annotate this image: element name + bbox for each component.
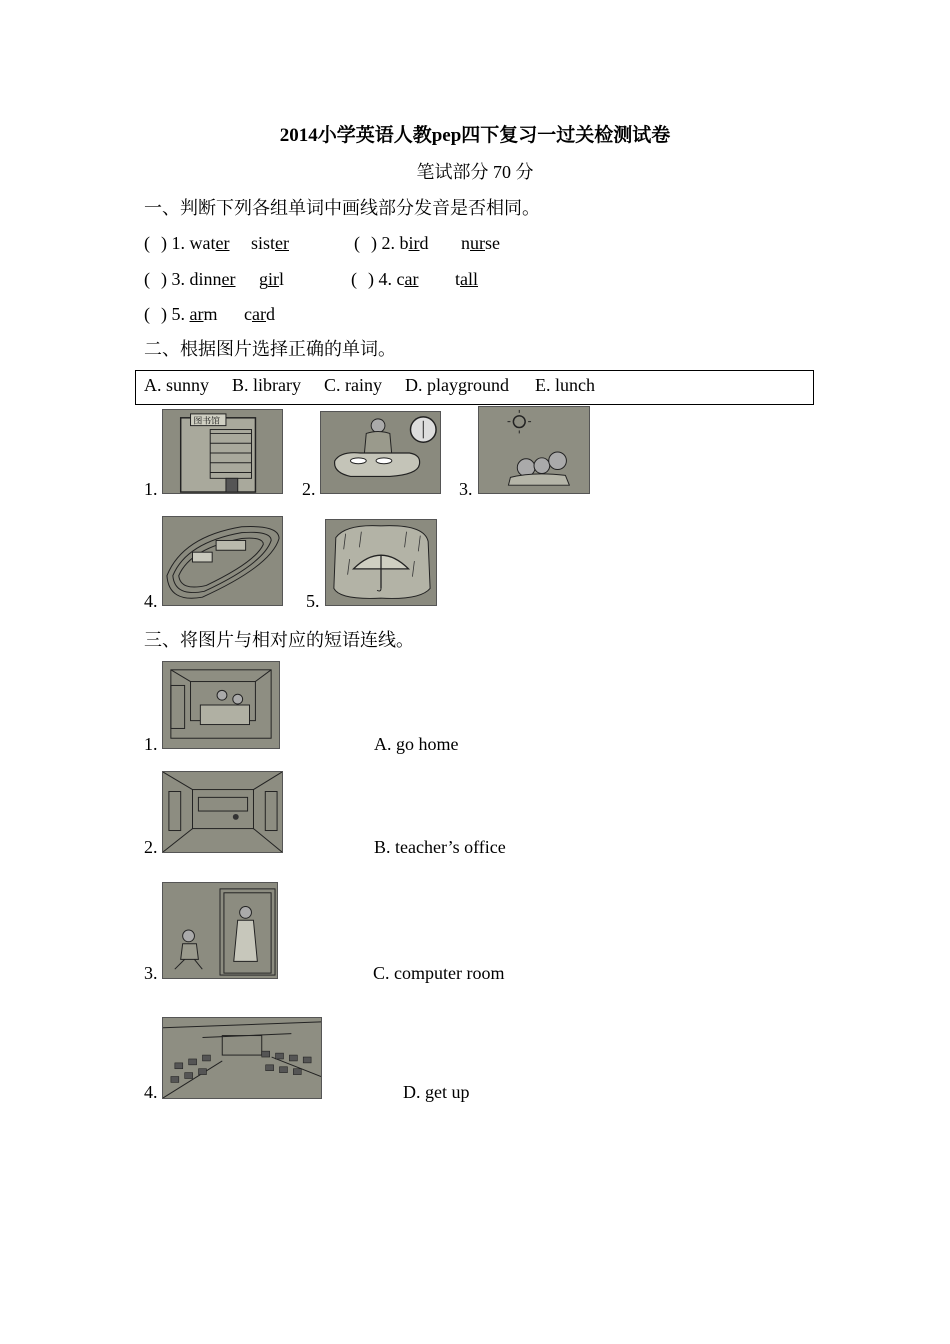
word-1: arm (189, 304, 218, 324)
phrase-option: D. get up (403, 1082, 470, 1102)
library-sign: 图书馆 (193, 415, 220, 426)
word-2: nurse (461, 233, 500, 253)
word-2: card (244, 304, 275, 324)
answer-paren-close: ) (161, 304, 167, 324)
word-1: bird (399, 233, 429, 253)
phrase-option: C. computer room (373, 963, 505, 983)
word-bank-option: A. sunny (144, 375, 210, 395)
picture-number: 3. (144, 963, 158, 983)
answer-paren-open: ( (144, 233, 150, 253)
word-2: tall (455, 269, 479, 289)
picture-number: 2. (144, 837, 158, 857)
word-2: girl (259, 269, 285, 289)
word-bank-option: B. library (232, 375, 301, 395)
picture-number: 4. (144, 1082, 158, 1102)
picture-number: 2. (302, 479, 316, 499)
picture-number: 1. (144, 479, 158, 499)
phrase-option: B. teacher’s office (374, 837, 506, 857)
hallway-picture (162, 771, 283, 853)
lunch-picture (320, 411, 441, 494)
answer-paren-close: ) (161, 269, 167, 289)
question-number: 3. (171, 269, 185, 289)
question-row (351, 268, 418, 290)
question-number: 1. (171, 233, 185, 253)
answer-paren-close: ) (368, 269, 374, 289)
word-1: dinner (189, 269, 236, 289)
rainy-picture (325, 519, 437, 606)
answer-paren-open: ( (144, 269, 150, 289)
word-bank-option: C. rainy (324, 375, 382, 395)
answer-paren-close: ) (161, 233, 167, 253)
playground-picture (162, 516, 283, 606)
word-bank-option: D. playground (405, 375, 509, 395)
section3-heading: 三、将图片与相对应的短语连线。 (144, 630, 414, 650)
answer-paren-open: ( (351, 269, 357, 289)
phrase-option: A. go home (374, 734, 459, 754)
computer-room-picture (162, 1017, 322, 1099)
go-home-picture (162, 882, 278, 979)
question-number: 2. (381, 233, 395, 253)
teachers-office-picture (162, 661, 280, 749)
answer-paren-close: ) (371, 233, 377, 253)
question-row (144, 303, 218, 325)
question-row (354, 232, 429, 254)
question-row (144, 268, 236, 290)
answer-paren-open: ( (354, 233, 360, 253)
picture-number: 4. (144, 591, 158, 611)
picture-number: 1. (144, 734, 158, 754)
answer-paren-open: ( (144, 304, 150, 324)
word-bank-option: E. lunch (535, 375, 595, 395)
word-1: car (396, 269, 419, 289)
word-2: sister (251, 233, 289, 253)
page-subtitle: 笔试部分 70 分 (416, 162, 534, 182)
section2-heading: 二、根据图片选择正确的单词。 (144, 339, 396, 359)
page-title: 2014小学英语人教pep四下复习一过关检测试卷 (279, 125, 671, 146)
question-row (144, 232, 229, 254)
picture-number: 3. (459, 479, 473, 499)
picture-number: 5. (306, 591, 320, 611)
sunny-picture (478, 406, 590, 494)
word-1: water (189, 233, 230, 253)
library-picture (162, 409, 283, 494)
section1-heading: 一、判断下列各组单词中画线部分发音是否相同。 (144, 198, 540, 218)
question-number: 4. (378, 269, 392, 289)
question-number: 5. (171, 304, 185, 324)
